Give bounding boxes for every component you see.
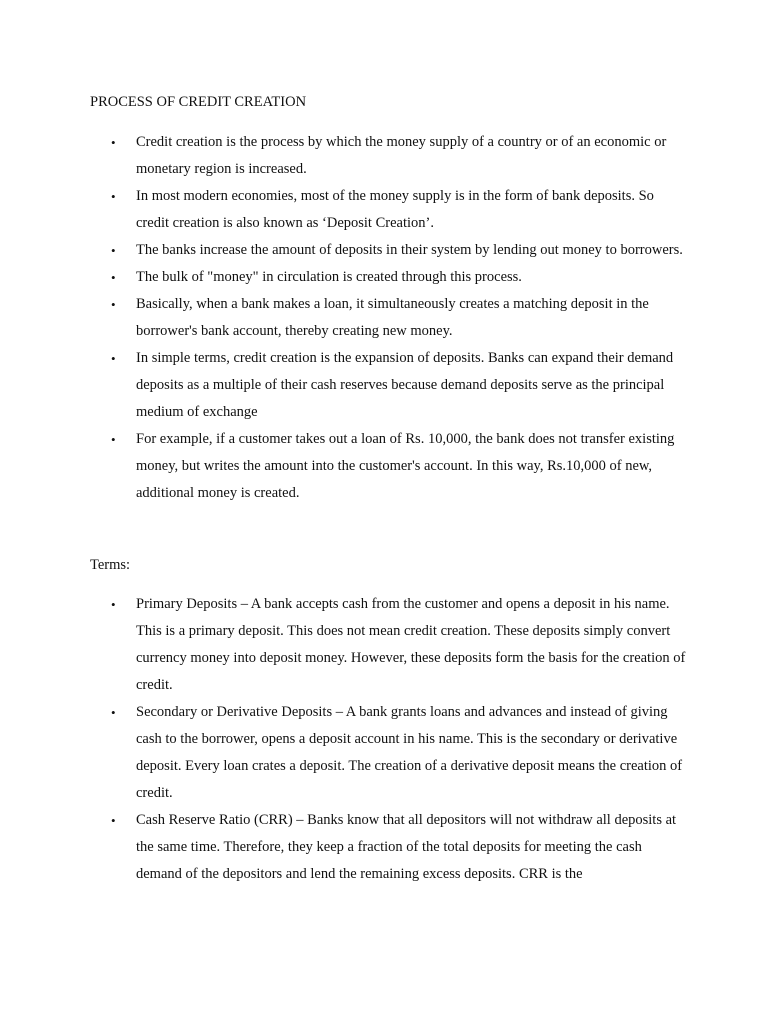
bullet-icon: • — [111, 297, 116, 312]
list-item-text: Credit creation is the process by which the money supply of a country or of an economic or monetary region is increased. — [136, 134, 667, 177]
list-item-text: The bulk of "money" in circulation is created through this process. — [136, 269, 522, 285]
list-item-text: In simple terms, credit creation is the expansion of deposits. Banks can expand their demand deposits as a multiple of their cash reserves because demand deposits serve as the principal medium of exchange — [136, 350, 674, 420]
terms-heading: Terms: — [90, 557, 131, 573]
list-item — [0, 807, 686, 888]
bullet-icon: • — [111, 597, 116, 612]
list-item — [0, 591, 686, 699]
bullet-icon: • — [111, 351, 116, 366]
list-item — [0, 264, 686, 291]
bullet-icon: • — [111, 270, 116, 285]
terms-bullet-list — [0, 591, 768, 888]
list-item-text: Basically, when a bank makes a loan, it simultaneously creates a matching deposit in the borrower's bank account, thereby creating new money. — [136, 296, 649, 339]
list-item — [0, 699, 686, 807]
list-item-text: In most modern economies, most of the money supply is in the form of bank deposits. So credit creation is also known as ‘Deposit Creation’. — [136, 188, 654, 231]
list-item — [0, 345, 686, 426]
bullet-icon: • — [111, 813, 116, 828]
list-item — [0, 129, 686, 183]
document-heading: PROCESS OF CREDIT CREATION — [90, 94, 307, 110]
bullet-icon: • — [111, 432, 116, 447]
list-item — [0, 291, 686, 345]
list-item — [0, 426, 686, 507]
list-item-text: For example, if a customer takes out a loan of Rs. 10,000, the bank does not transfer existing money, but writes the amount into the customer's account. In this way, Rs.10,000 of new, additional money is created. — [136, 431, 675, 501]
list-item-text: Primary Deposits – A bank accepts cash from the customer and opens a deposit in his name. This is a primary deposit. This does not mean credit creation. These deposits simply convert currency money into deposit money. However, these deposits form the basis for the creation of credit. — [136, 596, 686, 693]
list-item-text: Secondary or Derivative Deposits – A bank grants loans and advances and instead of giving cash to the borrower, opens a deposit account in his name. This is the secondary or derivative deposit. Every loan crates a deposit. The creation of a derivative deposit means the creation of credit. — [136, 704, 683, 801]
bullet-icon: • — [111, 705, 116, 720]
list-item — [0, 237, 686, 264]
bullet-icon: • — [111, 189, 116, 204]
bullet-icon: • — [111, 135, 116, 150]
list-item-text: Cash Reserve Ratio (CRR) – Banks know that all depositors will not withdraw all deposits at the same time. Therefore, they keep a fraction of the total deposits for meeting the cash demand of the depositors and lend the remaining excess deposits. CRR is the — [136, 812, 677, 882]
bullet-icon: • — [111, 243, 116, 258]
list-item-text: The banks increase the amount of deposits in their system by lending out money to borrowers. — [136, 242, 683, 258]
list-item — [0, 183, 686, 237]
intro-bullet-list — [0, 129, 768, 507]
